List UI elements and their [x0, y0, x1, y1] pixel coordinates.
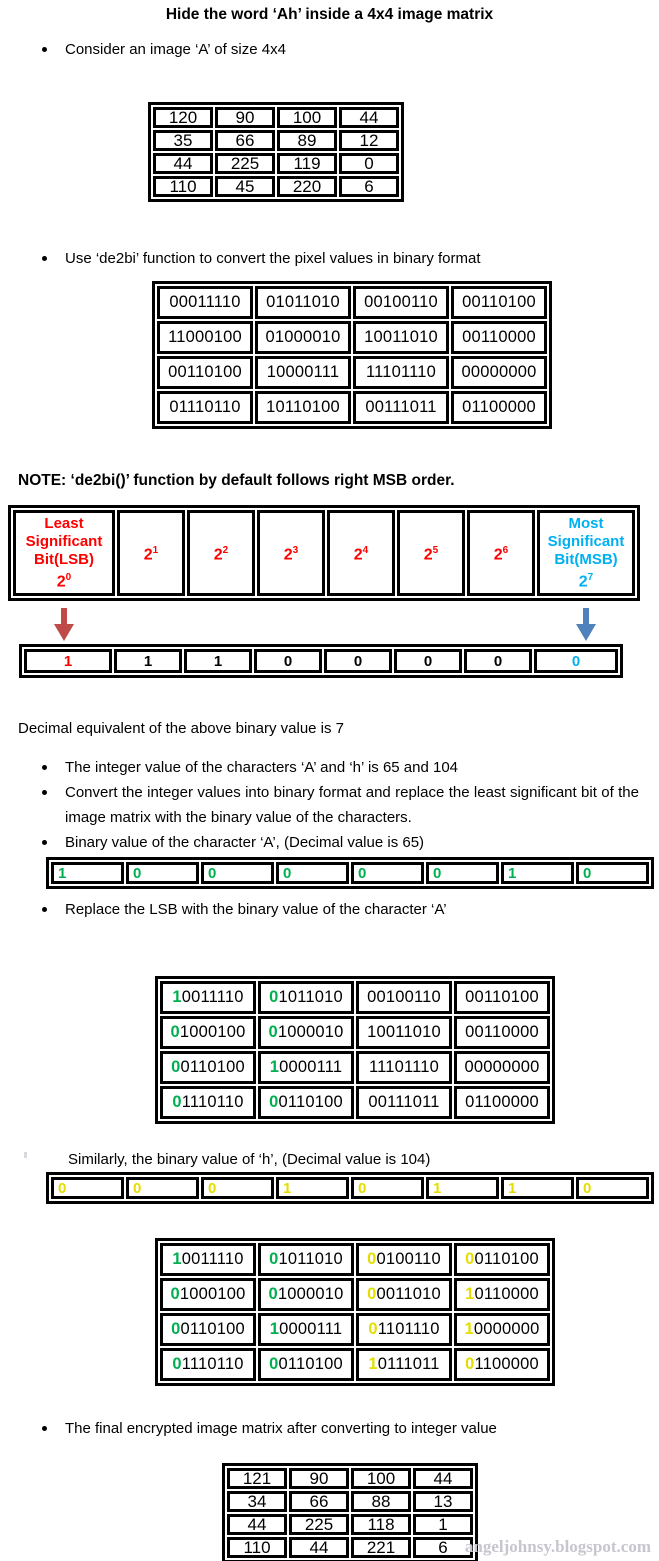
bullet-convert-text: Convert the integer values into binary format and replace the least significant bit of the image matrix with the binary value of the characters. — [65, 784, 639, 826]
power-header-cell — [327, 510, 395, 596]
similarly-line — [68, 1150, 659, 1170]
header-line: Bit(MSB) — [554, 550, 618, 568]
bit-cell: 0 — [351, 1177, 424, 1199]
bit-cell: 1 — [501, 1177, 574, 1199]
embedded-bit: 0 — [367, 1285, 377, 1303]
remaining-bits: 0000111 — [279, 1320, 343, 1338]
matrix-cell: 10011010 — [356, 1016, 452, 1049]
embedded-bit: 0 — [269, 1250, 279, 1268]
matrix-cell — [160, 1348, 256, 1381]
bit-cell: 0 — [324, 649, 392, 673]
matrix-cell: 00000000 — [451, 356, 547, 389]
header-line: Significant — [547, 532, 625, 550]
matrix-cell — [160, 1278, 256, 1311]
matrix-cell: 121 — [227, 1468, 287, 1489]
watermark: angeljohnsy.blogspot.com — [464, 1537, 651, 1556]
remaining-bits: 1000100 — [179, 1023, 246, 1041]
decimal-equivalent-line: Decimal equivalent of the above binary value is 7 — [18, 720, 345, 737]
embedded-bit: 1 — [269, 1058, 280, 1076]
matrix-cell: 44 — [289, 1537, 349, 1558]
matrix-cell: 00011110 — [157, 286, 253, 319]
remaining-bits: 1100000 — [474, 1355, 539, 1373]
matrix-cell: 6 — [339, 176, 399, 197]
embedded-bit: 0 — [172, 1093, 182, 1111]
matrix-cell: 35 — [153, 130, 213, 151]
bullet-dot — [42, 765, 47, 770]
bullet-consider-text: Consider an image ‘A’ of size 4x4 — [65, 41, 286, 58]
char-h-binary-row — [46, 1172, 654, 1204]
bullet-de2bi-text: Use ‘de2bi’ function to convert the pixel values in binary format — [65, 250, 481, 267]
matrix-cell: 1 — [413, 1514, 473, 1535]
power-header-cell — [537, 510, 635, 596]
embedded-bit: 0 — [170, 1285, 180, 1303]
lsb-msb-header-table — [8, 505, 640, 601]
power-header-cell — [187, 510, 255, 596]
power-header-cell — [397, 510, 465, 596]
matrix-cell — [160, 981, 256, 1014]
bit-cell: 1 — [114, 649, 182, 673]
binary-image-matrix — [152, 281, 552, 429]
remaining-bits: 0110100 — [278, 1093, 343, 1111]
bit-cell: 0 — [254, 649, 322, 673]
matrix-cell — [258, 1086, 354, 1119]
matrix-with-a-embedded — [155, 976, 555, 1124]
bullet-integer-text: The integer value of the characters ‘A’ and ‘h’ is 65 and 104 — [65, 759, 459, 776]
matrix-cell — [160, 1086, 256, 1119]
note-de2bi-msb-order: NOTE: ‘de2bi()’ function by default follows right MSB order. — [18, 472, 455, 489]
matrix-cell: 10110100 — [255, 391, 351, 424]
bullet-integer-values — [42, 755, 639, 780]
original-image-matrix — [148, 102, 404, 202]
bit-cell: 1 — [501, 862, 574, 884]
bullet-use-de2bi — [42, 246, 639, 271]
embedded-bit: 0 — [269, 1093, 279, 1111]
bullet-dot — [42, 840, 47, 845]
matrix-cell: 01100000 — [454, 1086, 550, 1119]
matrix-cell — [258, 1051, 354, 1084]
embedded-bit: 0 — [171, 1058, 181, 1076]
matrix-cell: 225 — [215, 153, 275, 174]
remaining-bits: 0011110 — [181, 1250, 244, 1268]
embedded-bit: 1 — [269, 1320, 280, 1338]
embedded-bit: 0 — [172, 1355, 182, 1373]
remaining-bits: 1101110 — [377, 1320, 440, 1338]
remaining-bits: 0011010 — [376, 1285, 441, 1303]
remaining-bits: 1011010 — [278, 988, 343, 1006]
matrix-cell: 90 — [289, 1468, 349, 1489]
bullet-dot — [42, 907, 47, 912]
embedded-bit: 0 — [269, 1355, 279, 1373]
bullet-final-matrix — [42, 1416, 639, 1441]
embedded-bit: 1 — [464, 1320, 474, 1338]
page-title: Hide the word ‘Ah’ inside a 4x4 image matrix — [165, 6, 494, 23]
matrix-cell: 00110100 — [157, 356, 253, 389]
power-header-cell — [13, 510, 115, 596]
matrix-cell: 45 — [215, 176, 275, 197]
header-line: Significant — [25, 532, 103, 550]
matrix-cell: 00110100 — [454, 981, 550, 1014]
embedded-bit: 1 — [172, 1250, 182, 1268]
matrix-cell — [160, 1016, 256, 1049]
matrix-cell — [258, 1016, 354, 1049]
matrix-cell: 120 — [153, 107, 213, 128]
bit-cell: 1 — [24, 649, 112, 673]
matrix-cell: 11101110 — [353, 356, 449, 389]
bit-cell: 0 — [576, 1177, 649, 1199]
bit-cell: 0 — [276, 862, 349, 884]
matrix-cell: 44 — [227, 1514, 287, 1535]
matrix-cell — [356, 1313, 452, 1346]
bit-cell: 0 — [51, 1177, 124, 1199]
matrix-cell: 118 — [351, 1514, 411, 1535]
matrix-cell — [160, 1243, 256, 1276]
embedded-bit: 0 — [171, 1320, 181, 1338]
remaining-bits: 1000010 — [277, 1285, 344, 1303]
matrix-cell: 66 — [289, 1491, 349, 1512]
matrix-cell: 225 — [289, 1514, 349, 1535]
matrix-cell: 119 — [277, 153, 337, 174]
matrix-cell: 89 — [277, 130, 337, 151]
matrix-cell — [258, 1243, 354, 1276]
matrix-cell — [258, 1348, 354, 1381]
remaining-bits: 1000010 — [277, 1023, 344, 1041]
bit-cell: 0 — [426, 862, 499, 884]
matrix-cell: 110 — [227, 1537, 287, 1558]
embedded-bit: 1 — [172, 988, 182, 1006]
matrix-cell — [258, 981, 354, 1014]
matrix-cell: 100 — [277, 107, 337, 128]
bit-cell: 0 — [576, 862, 649, 884]
matrix-cell — [160, 1051, 256, 1084]
matrix-cell — [454, 1313, 550, 1346]
remaining-bits: 1000100 — [179, 1285, 246, 1303]
matrix-cell: 44 — [413, 1468, 473, 1489]
matrix-cell — [454, 1243, 550, 1276]
matrix-cell: 00100110 — [356, 981, 452, 1014]
matrix-cell: 00111011 — [356, 1086, 452, 1119]
matrix-cell — [258, 1278, 354, 1311]
matrix-cell: 00000000 — [454, 1051, 550, 1084]
remaining-bits: 0110100 — [180, 1058, 245, 1076]
embedded-bit: 1 — [368, 1355, 378, 1373]
power-of-two: $2^5$ — [423, 544, 439, 564]
matrix-cell — [454, 1278, 550, 1311]
embedded-bit: 0 — [367, 1250, 377, 1268]
matrix-cell — [454, 1348, 550, 1381]
matrix-cell: 44 — [153, 153, 213, 174]
bullet-dot — [42, 790, 47, 795]
remaining-bits: 0011110 — [181, 988, 244, 1006]
matrix-cell — [258, 1313, 354, 1346]
header-line: Most — [568, 514, 604, 532]
remaining-bits: 0000000 — [473, 1320, 540, 1338]
matrix-cell: 90 — [215, 107, 275, 128]
binary-value-row-7 — [19, 644, 623, 678]
bullet-replace-lsb — [42, 897, 639, 922]
power-of-two: $2^3$ — [283, 544, 299, 564]
embedded-bit: 0 — [268, 1285, 278, 1303]
bullet-final-text: The final encrypted image matrix after converting to integer value — [65, 1420, 497, 1437]
bit-cell: 1 — [184, 649, 252, 673]
matrix-cell: 0 — [339, 153, 399, 174]
similarly-text: Similarly, the binary value of ‘h’, (Decimal value is 104) — [68, 1151, 431, 1168]
faint-bullet-mark — [24, 1152, 27, 1158]
matrix-cell: 66 — [215, 130, 275, 151]
bit-cell: 0 — [351, 862, 424, 884]
power-of-two: $2^4$ — [353, 544, 369, 564]
bit-cell: 1 — [51, 862, 124, 884]
remaining-bits: 0110100 — [474, 1250, 539, 1268]
final-encrypted-matrix — [222, 1463, 478, 1561]
embedded-bit: 0 — [268, 1023, 278, 1041]
matrix-cell: 221 — [351, 1537, 411, 1558]
arrow-row — [0, 607, 659, 643]
matrix-cell: 13 — [413, 1491, 473, 1512]
matrix-cell: 44 — [339, 107, 399, 128]
remaining-bits: 0000111 — [279, 1058, 343, 1076]
matrix-cell: 01100000 — [451, 391, 547, 424]
char-a-binary-row — [46, 857, 654, 889]
remaining-bits: 1011010 — [278, 1250, 343, 1268]
bit-cell: 0 — [126, 862, 199, 884]
matrix-cell: 11101110 — [356, 1051, 452, 1084]
matrix-cell: 12 — [339, 130, 399, 151]
matrix-cell: 00110100 — [451, 286, 547, 319]
power-of-two: $2^1$ — [143, 544, 159, 564]
matrix-cell — [356, 1348, 452, 1381]
matrix-cell: 10000111 — [255, 356, 351, 389]
remaining-bits: 0111011 — [377, 1355, 440, 1373]
remaining-bits: 0110100 — [180, 1320, 245, 1338]
embedded-bit: 1 — [465, 1285, 475, 1303]
matrix-cell — [356, 1243, 452, 1276]
msb-down-arrow-icon — [576, 608, 596, 642]
bullet-dot — [42, 256, 47, 261]
power-header-cell — [117, 510, 185, 596]
remaining-bits: 0110100 — [278, 1355, 343, 1373]
bullet-binary-a-text: Binary value of the character ‘A’, (Decimal value is 65) — [65, 834, 425, 851]
power-of-two: $2^0$ — [56, 571, 72, 591]
remaining-bits: 0100110 — [376, 1250, 441, 1268]
bit-cell: 1 — [426, 1177, 499, 1199]
matrix-cell — [160, 1313, 256, 1346]
bit-cell: 0 — [394, 649, 462, 673]
matrix-cell: 00110000 — [454, 1016, 550, 1049]
remaining-bits: 1110110 — [181, 1093, 244, 1111]
bullet-dot — [42, 47, 47, 52]
lsb-down-arrow-icon — [54, 608, 74, 642]
power-header-cell — [257, 510, 325, 596]
embedded-bit: 0 — [368, 1320, 378, 1338]
matrix-cell: 01110110 — [157, 391, 253, 424]
bullet-consider-image — [42, 37, 639, 62]
power-of-two: $2^2$ — [213, 544, 229, 564]
matrix-cell: 100 — [351, 1468, 411, 1489]
remaining-bits: 0110000 — [474, 1285, 539, 1303]
matrix-cell: 6 — [413, 1537, 473, 1558]
bit-cell: 0 — [201, 862, 274, 884]
bit-cell: 1 — [276, 1177, 349, 1199]
bit-cell: 0 — [126, 1177, 199, 1199]
matrix-cell: 00110000 — [451, 321, 547, 354]
header-line: Least — [44, 514, 84, 532]
matrix-cell: 34 — [227, 1491, 287, 1512]
matrix-cell: 110 — [153, 176, 213, 197]
embedded-bit: 0 — [465, 1355, 475, 1373]
bullet-dot — [42, 1426, 47, 1431]
power-of-two: $2^6$ — [493, 544, 509, 564]
matrix-cell: 00111011 — [353, 391, 449, 424]
matrix-cell: 01011010 — [255, 286, 351, 319]
power-of-two: $2^7$ — [578, 571, 594, 591]
bit-cell: 0 — [464, 649, 532, 673]
bullet-replace-text: Replace the LSB with the binary value of the character ‘A’ — [65, 901, 447, 918]
matrix-cell — [356, 1278, 452, 1311]
bit-cell: 0 — [201, 1177, 274, 1199]
matrix-cell: 220 — [277, 176, 337, 197]
matrix-cell: 88 — [351, 1491, 411, 1512]
embedded-bit: 0 — [269, 988, 279, 1006]
bit-cell: 0 — [534, 649, 618, 673]
matrix-cell: 11000100 — [157, 321, 253, 354]
matrix-cell: 00100110 — [353, 286, 449, 319]
embedded-bit: 0 — [465, 1250, 475, 1268]
bullet-convert-replace — [42, 780, 639, 830]
power-header-cell — [467, 510, 535, 596]
matrix-cell: 01000010 — [255, 321, 351, 354]
matrix-cell: 10011010 — [353, 321, 449, 354]
bullet-binary-of-a — [42, 830, 639, 855]
header-line: Bit(LSB) — [34, 550, 94, 568]
remaining-bits: 1110110 — [181, 1355, 244, 1373]
matrix-with-ah-embedded — [155, 1238, 555, 1386]
embedded-bit: 0 — [170, 1023, 180, 1041]
